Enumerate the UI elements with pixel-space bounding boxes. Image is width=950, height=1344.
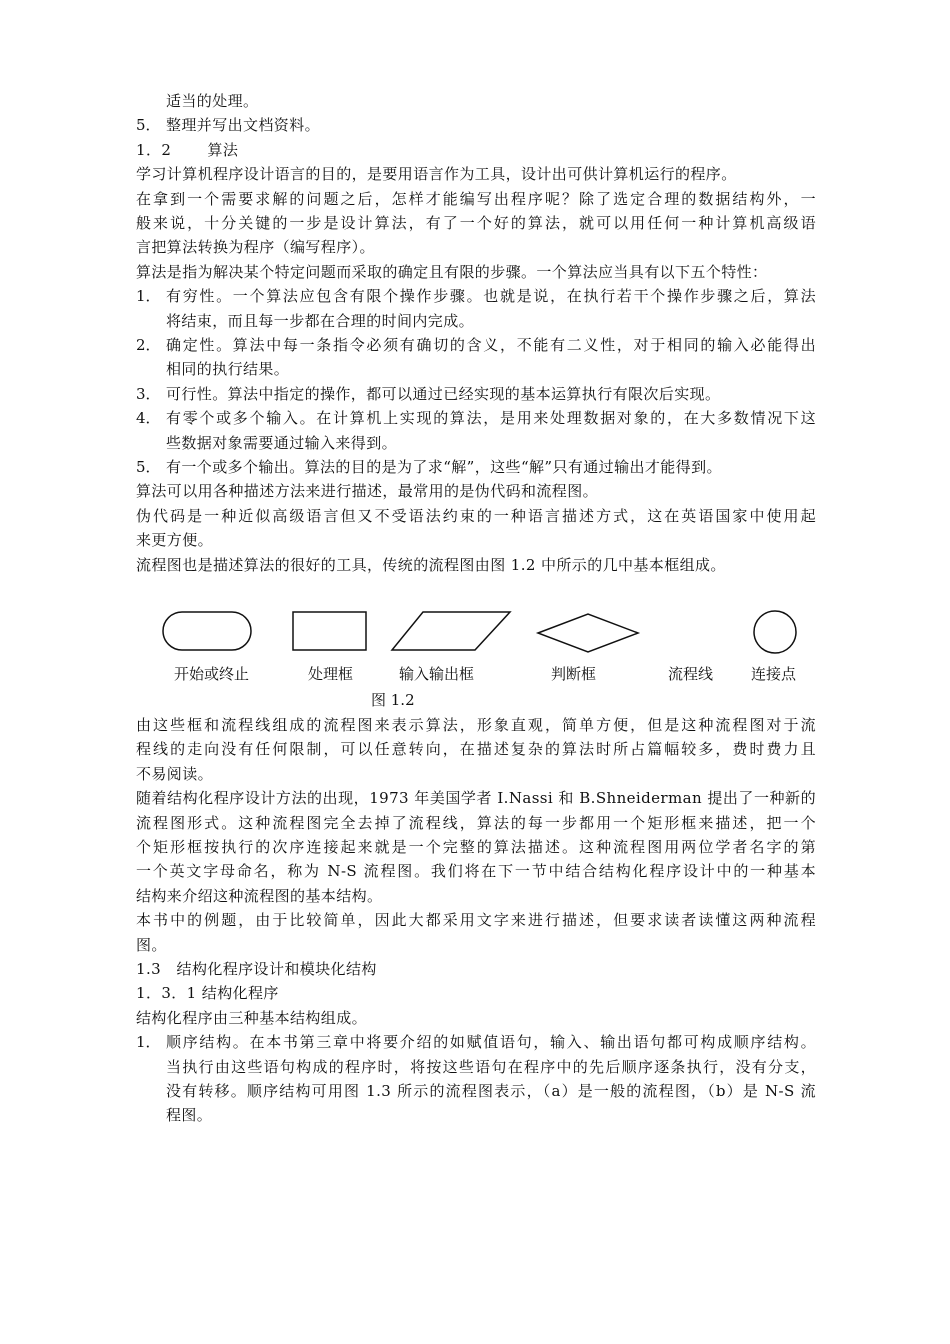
text-line: 顺序结构。在本书第三章中将要介绍的如赋值语句，输入、输出语句都可构成顺序结构。: [166, 1033, 816, 1052]
text-line: 1.3 结构化程序设计和模块化结构: [136, 960, 377, 978]
text-line: 1．2 算法: [136, 140, 239, 159]
list-number: 1．: [136, 287, 161, 306]
label-flowline: 流程线: [668, 665, 714, 683]
decision-shape: [538, 614, 638, 652]
text-line: 本书中的例题，由于比较简单，因此大都采用文字来进行描述，但要求读者读懂这两种流程: [136, 911, 816, 930]
label-decision: 判断框: [551, 665, 597, 683]
text-line: 一个英文字母命名，称为 N-S 流程图。我们将在下一节中结合结构化程序设计中的一种基本: [136, 862, 816, 881]
label-process: 处理框: [308, 665, 354, 683]
text-line: 确定性。算法中每一条指令必须有确切的含义，不能有二义性，对于相同的输入必能得出: [166, 336, 816, 354]
list-number: 1．: [136, 1033, 161, 1052]
text-line: 适当的处理。: [166, 92, 259, 110]
list-number: 2．: [136, 336, 161, 354]
text-line: 有一个或多个输出。算法的目的是为了求“解”，这些“解”只有通过输出才能得到。: [166, 458, 722, 476]
terminator-shape: [163, 612, 251, 650]
text-line: 算法是指为解决某个特定问题而采取的确定且有限的步骤。一个算法应当具有以下五个特性：: [136, 262, 768, 281]
text-line: 1．3．1 结构化程序: [136, 984, 279, 1003]
text-line: 言把算法转换为程序（编写程序）。: [136, 238, 375, 257]
text-line: 流程图也是描述算法的很好的工具，传统的流程图由图 1.2 中所示的几中基本框组成。: [136, 555, 726, 574]
text-line: 将结束，而且每一步都在合理的时间内完成。: [166, 311, 475, 330]
text-line: 算法可以用各种描述方法来进行描述，最常用的是伪代码和流程图。: [136, 482, 599, 501]
text-line: 图。: [136, 935, 167, 954]
text-line: 有零个或多个输入。在计算机上实现的算法，是用来处理数据对象的，在大多数情况下这: [166, 409, 816, 428]
text-line: 般来说，十分关键的一步是设计算法，有了一个好的算法，就可以用任何一种计算机高级语: [136, 214, 816, 232]
label-terminator: 开始或终止: [174, 665, 250, 683]
connector-shape: [754, 611, 796, 653]
text-line: 在拿到一个需要求解的问题之后，怎样才能编写出程序呢？除了选定合理的数据结构外，一: [136, 189, 816, 208]
text-line: 伪代码是一种近似高级语言但又不受语法约束的一种语言描述方式，这在英语国家中使用起: [136, 506, 816, 525]
label-connector: 连接点: [751, 665, 797, 683]
text-line: 有穷性。一个算法应包含有限个操作步骤。也就是说，在执行若干个操作步骤之后，算法: [166, 287, 816, 306]
label-io: 输入输出框: [399, 665, 475, 683]
text-line: 不易阅读。: [136, 764, 214, 783]
text-line: 可行性。算法中指定的操作，都可以通过已经实现的基本运算执行有限次后实现。: [166, 384, 721, 403]
text-line: 个矩形框按执行的次序连接起来就是一个完整的算法描述。这种流程图用两位学者名字的第: [136, 838, 816, 856]
text-line: 随着结构化程序设计方法的出现，1973 年美国学者 I.Nassi 和 B.Shneiderman 提出了一种新的: [136, 789, 816, 808]
text-line: 结构化程序由三种基本结构组成。: [136, 1008, 368, 1027]
text-line: 学习计算机程序设计语言的目的，是要用语言作为工具，设计出可供计算机运行的程序。: [136, 165, 737, 184]
text-line: 当执行由这些语句构成的程序时，将按这些语句在程序中的先后顺序逐条执行，没有分支，: [166, 1057, 816, 1076]
io-shape: [392, 612, 510, 650]
text-line: 来更方便。: [136, 531, 214, 550]
list-number: 4．: [136, 409, 161, 428]
text-line: 程线的走向没有任何限制，可以任意转向，在描述复杂的算法时所占篇幅较多，费时费力且: [136, 740, 816, 759]
list-number: 5．: [136, 116, 161, 135]
text-line: 流程图形式。这种流程图完全去掉了流程线，算法的每一步都用一个矩形框来描述，把一个: [136, 813, 816, 832]
figure-caption: 图 1.2: [371, 691, 415, 709]
text-line: 由这些框和流程线组成的流程图来表示算法，形象直观，简单方便，但是这种流程图对于流: [136, 716, 816, 734]
text-line: 些数据对象需要通过输入来得到。: [166, 433, 398, 452]
text-line: 结构来介绍这种流程图的基本结构。: [136, 886, 383, 905]
figure-1-2: [130, 600, 830, 720]
list-number: 5．: [136, 458, 161, 476]
list-number: 3．: [136, 384, 161, 403]
flowchart-symbols: [130, 600, 830, 670]
text-line: 程图。: [166, 1106, 213, 1125]
text-line: 整理并写出文档资料。: [166, 116, 321, 135]
text-line: 没有转移。顺序结构可用图 1.3 所示的流程图表示，（a）是一般的流程图，（b）是 N-S 流: [166, 1082, 816, 1100]
text-line: 相同的执行结果。: [166, 360, 290, 379]
process-shape: [293, 612, 366, 650]
